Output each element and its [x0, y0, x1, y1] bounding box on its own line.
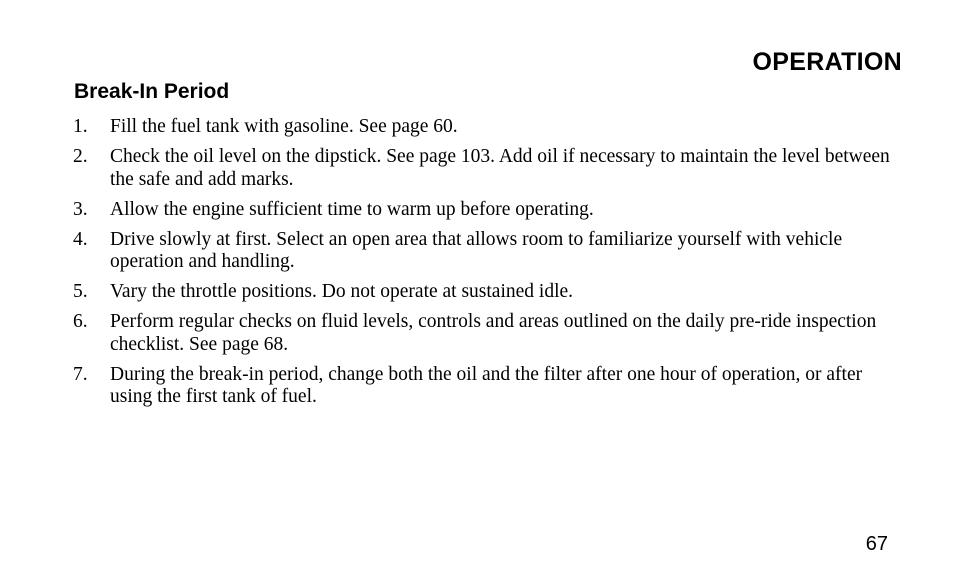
list-item — [73, 229, 903, 274]
list-item — [73, 146, 903, 191]
page-title: Break-In Period — [74, 80, 230, 103]
list-item — [73, 281, 903, 304]
step-text: Allow the engine sufficient time to warm up before operating. — [110, 198, 594, 220]
step-number: 5. — [73, 281, 88, 302]
step-number: 3. — [73, 198, 88, 220]
step-number: 7. — [73, 363, 88, 385]
section-header: OPERATION — [752, 48, 902, 76]
step-text: Drive slowly at first. Select an open area that allows room to familiarize yourself with vehicle operation and handling. — [110, 228, 843, 272]
page-number: 67 — [865, 533, 888, 555]
step-text: During the break-in period, change both the oil and the filter after one hour of operation, or after using the first tank of fuel. — [110, 363, 863, 407]
step-text: Check the oil level on the dipstick. See page 103. Add oil if necessary to maintain the level between the safe and add marks. — [110, 146, 890, 190]
step-text: Vary the throttle positions. Do not operate at sustained idle. — [110, 281, 574, 302]
list-item — [73, 364, 903, 409]
step-text: Perform regular checks on fluid levels, controls and areas outlined on the daily pre-ride inspection checklist. See page 68. — [110, 311, 877, 355]
list-item — [73, 311, 903, 356]
step-list — [73, 116, 903, 416]
list-item — [73, 116, 903, 139]
step-text: Fill the fuel tank with gasoline. See page 60. — [110, 116, 458, 137]
step-number: 2. — [73, 146, 88, 167]
step-number: 6. — [73, 311, 88, 332]
step-number: 1. — [73, 116, 88, 137]
list-item — [73, 199, 903, 222]
step-number: 4. — [73, 228, 88, 250]
